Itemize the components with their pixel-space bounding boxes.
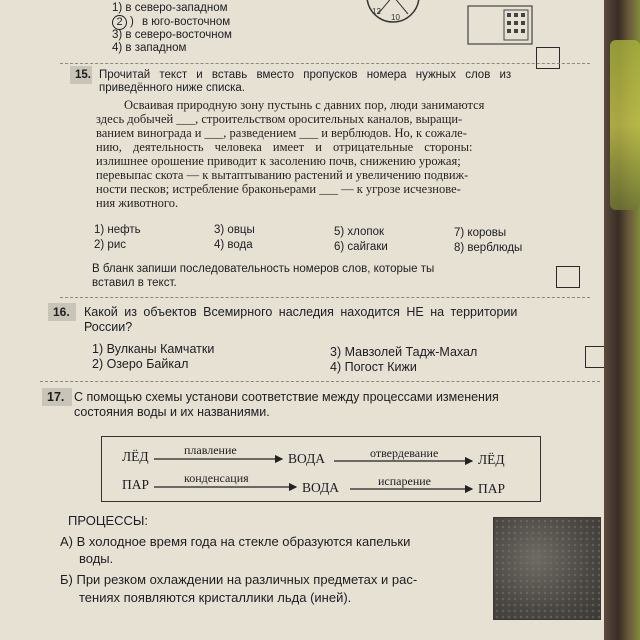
scheme-row1-state-2: ВОДА xyxy=(288,451,326,466)
q15-word-7: 7) коровы xyxy=(454,227,507,239)
process-a-line-1: А) В холодное время года на стекле образуются капельки xyxy=(60,534,411,549)
q14-option-2-number: 2 ) xyxy=(112,15,134,30)
q15-passage-line-4: нию, деятельность человека имеет и отрицательные стороны: xyxy=(96,140,473,154)
q15-passage-line-1: Осваивая природную зону пустынь с давних пор, люди занимаются xyxy=(124,98,485,112)
scheme-row2-process-1: конденсация xyxy=(184,471,249,485)
background-book-edge xyxy=(604,0,640,640)
processes-title: ПРОЦЕССЫ: xyxy=(68,513,149,528)
q16-answer-box[interactable] xyxy=(585,346,604,368)
q15-number: 15. xyxy=(75,69,91,81)
q16-option-1: 1) Вулканы Камчатки xyxy=(92,342,215,356)
q15-word-2: 2) рис xyxy=(94,239,126,251)
q15-passage-line-5: излишнее орошение приводит к засолению почв, снижению урожая; xyxy=(96,154,461,168)
process-b-line-1: Б) При резком охлаждении на различных предметах и рас- xyxy=(60,572,418,587)
q15-word-3: 3) овцы xyxy=(214,224,255,236)
scheme-row1-process-2: отвердевание xyxy=(370,446,439,460)
q14-option-1: 1) в северо-западном xyxy=(112,2,228,14)
q17-prompt-line-2: состояния воды и их названиями. xyxy=(74,405,270,419)
building-icon xyxy=(466,0,536,46)
divider xyxy=(40,381,600,382)
q15-passage-line-6: перевыпас скота — к вытаптыванию растений и увеличению подвиж- xyxy=(96,168,469,182)
q17-prompt-line-1: С помощью схемы установи соответствие между процессами изменения xyxy=(74,390,499,404)
divider xyxy=(60,63,590,64)
q15-prompt-line-2: приведённого ниже списка. xyxy=(99,82,245,94)
divider xyxy=(60,297,590,298)
scheme-row1-state-3: ЛЁД xyxy=(478,452,505,467)
water-states-scheme xyxy=(101,436,541,502)
q15-prompt-line-1: Прочитай текст и вставь вместо пропусков номера нужных слов из xyxy=(99,69,512,81)
q16-prompt-line-1: Какой из объектов Всемирного наследия находится НЕ на территории xyxy=(84,305,518,319)
scheme-row1-process-1: плавление xyxy=(184,443,237,457)
scheme-row1-state-1: ЛЁД xyxy=(122,449,149,464)
q14-option-4: 4) в западном xyxy=(112,42,187,54)
q15-word-8: 8) верблюды xyxy=(454,242,523,254)
q15-passage-line-7: ности песков; истребление браконьерами ___ — к угрозе исчезнове- xyxy=(96,182,461,196)
frost-photo xyxy=(493,517,601,620)
q14-answer-box[interactable] xyxy=(536,47,560,69)
q15-passage-line-3: ванием винограда и ___, разведением ___ и верблюдов. Но, к сожале- xyxy=(96,126,467,140)
q16-option-2: 2) Озеро Байкал xyxy=(92,357,189,371)
q15-word-1: 1) нефть xyxy=(94,224,141,236)
q16-number: 16. xyxy=(53,305,70,319)
scheme-row2-process-2: испарение xyxy=(378,474,431,488)
q16-option-3: 3) Мавзолей Тадж-Махал xyxy=(330,345,478,359)
q14-option-3: 3) в северо-восточном xyxy=(112,29,232,41)
q14-option-2-circled: 2 xyxy=(112,15,127,30)
clock-label-12: 12 xyxy=(372,7,381,16)
clock-label-10: 10 xyxy=(391,13,400,22)
q15-word-6: 6) сайгаки xyxy=(334,241,388,253)
q15-answer-box[interactable] xyxy=(556,266,580,288)
q15-instruction-line-1: В бланк запиши последовательность номеров слов, которые ты xyxy=(92,263,435,275)
q15-word-4: 4) вода xyxy=(214,239,253,251)
q17-number: 17. xyxy=(47,390,65,404)
scheme-row2-state-3: ПАР xyxy=(478,481,506,496)
q15-passage-line-2: здесь добычей ___, строительством оросительных каналов, выращи- xyxy=(96,112,463,126)
compass-clock-figure xyxy=(358,0,428,28)
scheme-row2-state-1: ПАР xyxy=(122,477,150,492)
q14-option-2: в юго-восточном xyxy=(142,16,231,28)
q15-passage-line-8: ния животного. xyxy=(96,196,179,210)
q15-word-5: 5) хлопок xyxy=(334,226,385,238)
scheme-row2-state-2: ВОДА xyxy=(302,480,340,495)
process-a-line-2: воды. xyxy=(79,551,114,566)
q16-option-4: 4) Погост Кижи xyxy=(330,360,417,374)
process-b-line-2: тениях появляются кристаллики льда (иней). xyxy=(79,590,352,605)
q16-prompt-line-2: России? xyxy=(84,320,133,334)
q15-instruction-line-2: вставил в текст. xyxy=(92,277,177,289)
scheme-arrows xyxy=(102,437,540,501)
